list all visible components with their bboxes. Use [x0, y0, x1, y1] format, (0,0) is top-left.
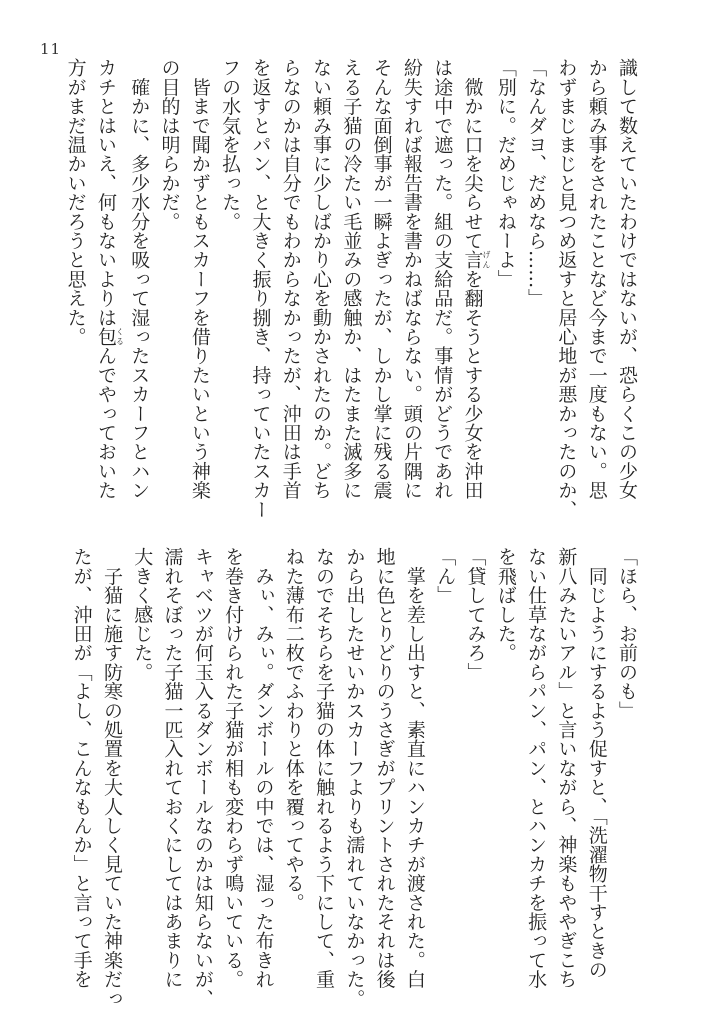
text-line: 「ほら、お前のも」 [616, 547, 638, 720]
text-line: 「貸してみろ」 [464, 547, 487, 682]
text-line: 掌を差し出すと、素直にハンカチが渡された。白 [403, 547, 426, 989]
text-line: を返すとパン、と大きく振り捌き、持っていたスカー [249, 58, 272, 519]
text-line: たが、沖田が「よし、こんなもんか」と言って手を [70, 547, 93, 989]
text-line: 濡れそぼった子猫一匹入れておくにしてはあまりに [161, 547, 184, 989]
text-line: ない仕草ながらパン、パン、とハンカチを振って水 [525, 547, 548, 989]
text-line: から頼み事をされたことなど今まで一度もない。思 [585, 58, 608, 500]
upper-text-block [62, 58, 642, 519]
text-line: 大きく感じた。 [131, 547, 154, 682]
text-line: 識して数えていたわけではないが、恐らくこの少女 [616, 58, 638, 500]
text-line: 地に色とりどりのうさぎがプリントされたそれは後 [373, 547, 396, 989]
text-line: える子猫の冷たい毛並みの感触か、はたまた滅多に [340, 58, 363, 500]
text-line: 「別に。だめじゃねーよ」 [494, 58, 517, 289]
text-line: の目的は明らかだ。 [158, 58, 181, 231]
text-line: から出したせいかスカーフよりも濡れていなかった。 [343, 547, 366, 1008]
text-line: 同じようにするよう促すと、「洗濯物干すときの [585, 547, 608, 980]
text-line: らなのかは自分でもわからなかったが、沖田は手首 [279, 58, 302, 500]
text-line: 方がまだ温かいだろうと思えた。 [64, 58, 87, 346]
text-line: ねた薄布二枚でふわりと体を覆ってやる。 [282, 547, 305, 912]
text-line: キャベツが何玉入るダンボールなのかは知らないが、 [191, 547, 214, 1008]
lower-text-block [62, 547, 642, 1008]
page-number: 11 [40, 40, 62, 58]
text-line: を巻き付けられた子猫が相も変わらず鳴いている。 [222, 547, 245, 989]
text-line: 「なんダヨ、だめなら……」 [525, 58, 548, 308]
text-line: は途中で遮った。組の支給品だ。事情がどうであれ [431, 58, 454, 500]
text-line: 「ん」 [434, 547, 457, 605]
text-line: 子猫に施す防寒の処置を大人しく見ていた神楽だっ [100, 547, 123, 1008]
text-line: 微かに口を尖らせて言げんを翻そうとする少女を沖田 [461, 58, 492, 500]
text-line: を飛ばした。 [494, 547, 517, 663]
text-line: そんな面倒事が一瞬よぎったが、しかし掌に残る震 [370, 58, 393, 500]
text-line: フの水気を払った。 [219, 58, 242, 231]
text-line: わずまじまじと見つめ返すと居心地が悪かったのか、 [555, 58, 578, 519]
text-line: ない頼み事に少しばかり心を動かされたのか。どち [310, 58, 333, 500]
text-line: 皆まで聞かずともスカーフを借りたいという神楽 [188, 58, 211, 500]
ruby-annotation: 包くる [94, 326, 125, 347]
text-line: なのでそちらを子猫の体に触れるよう下にして、重 [313, 547, 336, 989]
text-line: 新八みたいアル」と言いながら、神楽もややぎこち [555, 547, 578, 989]
text-line: 紛失すれば報告書を書かねばならない。頭の片隅に [400, 58, 423, 500]
ruby-annotation: 言げん [461, 250, 492, 270]
text-line: みぃ、みぃ。ダンボールの中では、湿った布きれ [252, 547, 275, 989]
text-line: 確かに、多少水分を吸って湿ったスカーフとハン [128, 58, 151, 500]
text-line: カチとはいえ、何もないよりは包くるんでやっておいた [94, 58, 125, 500]
